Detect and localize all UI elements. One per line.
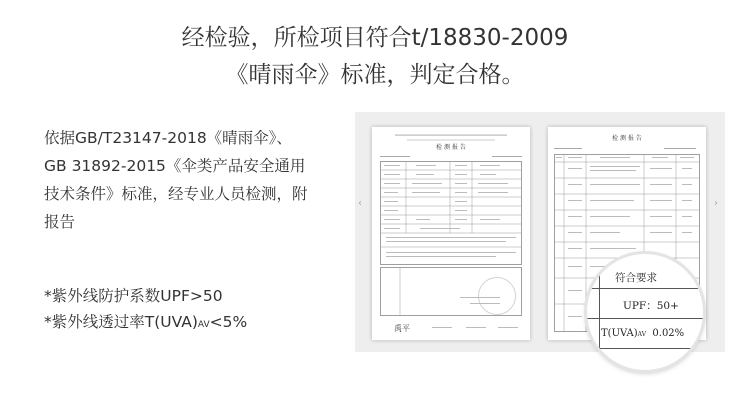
magnifier-rule-3 — [587, 348, 703, 349]
report-1-stamp — [478, 277, 516, 315]
magnifier-rule-2 — [587, 318, 703, 319]
uva-spec — [44, 309, 247, 338]
report-1-title: 检 测 报 告 — [436, 144, 466, 151]
report-2-meta-row — [554, 145, 700, 153]
magnifier-rule-v — [599, 254, 600, 370]
magnifier-heading: 符合要求 — [615, 272, 657, 284]
uv-specs — [44, 283, 247, 338]
magnifier-uva-prefix: T(UVA) — [601, 328, 638, 339]
magnifier-callout — [587, 254, 703, 370]
upf-spec: *紫外线防护系数UPF>50 — [44, 287, 223, 305]
uva-spec-suffix: <5% — [209, 313, 248, 331]
report-1-subheader-scribble — [401, 138, 501, 143]
uva-spec-prefix: *紫外线透过率T(UVA) — [44, 313, 198, 331]
uva-spec-subscript: AV — [197, 320, 210, 330]
magnifier-rule-1 — [587, 288, 703, 289]
report-1-signature: 禹平 — [394, 324, 410, 333]
next-arrow-icon: › — [714, 198, 718, 209]
magnifier-upf: UPF：50+ — [623, 300, 679, 312]
magnifier-uva — [601, 328, 684, 339]
report-1-table — [380, 161, 522, 265]
report-page-1 — [372, 127, 530, 340]
headline — [0, 20, 750, 94]
magnifier-uva-value: 0.02% — [652, 328, 685, 339]
report-1-footer-lines — [432, 325, 522, 331]
report-1-meta-row — [380, 154, 522, 160]
standards-description: 依据GB/T23147-2018《晴雨伞》、GB 31892-2015《伞类产品安全通用技术条件》标准，经专业人员检测，附报告 — [44, 129, 308, 231]
test-reports-panel — [355, 112, 725, 352]
headline-line-1: 经检验，所检项目符合t/18830-2009 — [181, 25, 569, 51]
report-2-title: 检 测 报 告 — [612, 135, 642, 142]
magnifier-uva-subscript: AV — [637, 331, 647, 338]
prev-arrow-icon: ‹ — [358, 198, 362, 209]
headline-line-2: 《晴雨伞》标准，判定合格。 — [225, 62, 525, 88]
